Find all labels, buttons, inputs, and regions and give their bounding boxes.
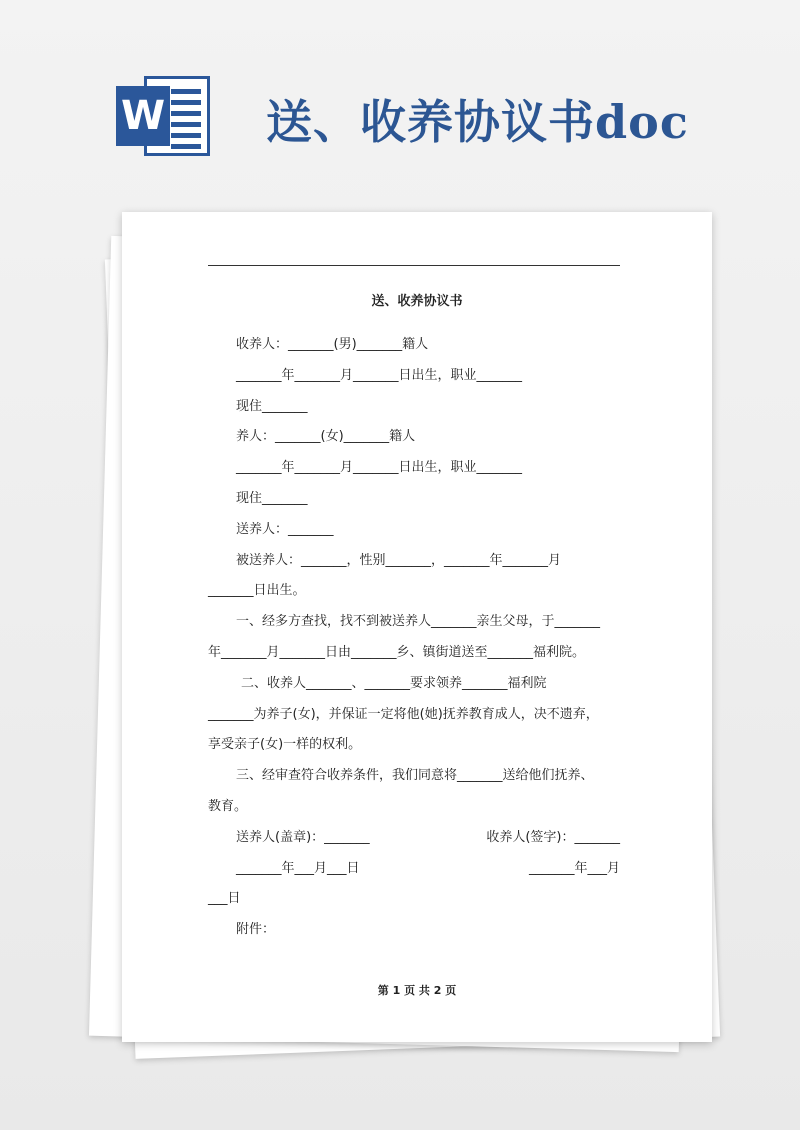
clause-2-line-3: 享受亲子(女)一样的权利。 (208, 737, 362, 753)
relinquisher-line: 送养人：_______ (236, 521, 334, 537)
clause-3-line-2: 教育。 (208, 798, 248, 814)
adopter-female-line: 养人：_______(女)_______籍人 (236, 429, 416, 445)
clause-1-line-2: 年_______月_______日由_______乡、镇街道送至_______福利院。 (208, 644, 586, 660)
document-title: 送、收养协议书 (371, 294, 463, 309)
clause-3-line-1: 三、经审查符合收养条件，我们同意将_______送给他们抚养、 (236, 768, 594, 784)
document-body (208, 330, 620, 946)
document-page (122, 212, 712, 1042)
relinquisher-signature: 送养人(盖章)：_______ (236, 829, 370, 845)
header-rule (208, 265, 620, 266)
clause-2-line-1: 二、收养人_______、_______要求领养_______福利院 (241, 675, 547, 691)
adopter-male-line: 收养人：_______(男)_______籍人 (236, 337, 429, 352)
signature-date-row (208, 854, 620, 885)
adopter-date-day: ___日 (208, 891, 241, 907)
adoptee-birth-line: _______日出生。 (208, 583, 306, 599)
word-letter: W (116, 86, 170, 146)
adoptee-line: 被送养人：_______，性别_______，_______年_______月 (236, 552, 562, 568)
adopter-male-birth-line: _______年_______月_______日出生，职业_______ (236, 367, 523, 383)
signature-row (208, 823, 620, 854)
header-title: 送、收养协议书doc (266, 95, 689, 149)
relinquisher-date: _______年___月___日 (236, 860, 360, 876)
attachment-label: 附件： (236, 922, 276, 938)
adopter-female-birth-line: _______年_______月_______日出生，职业_______ (236, 460, 523, 476)
word-icon (116, 72, 216, 160)
clause-1-line-1: 一、经多方查找，找不到被送养人_______亲生父母，于_______ (236, 614, 601, 630)
adopter-signature: 收养人(签字)：_______ (486, 829, 620, 845)
adopter-male-address-line: 现住_______ (236, 398, 308, 414)
page-footer: 第 1 页 共 2 页 (377, 984, 457, 997)
adopter-female-address-line: 现住_______ (236, 490, 308, 506)
adopter-date: _______年___月 (528, 860, 620, 876)
clause-2-line-2: _______为养子(女)，并保证一定将他(她)抚养教育成人，决不遗弃， (208, 706, 599, 722)
